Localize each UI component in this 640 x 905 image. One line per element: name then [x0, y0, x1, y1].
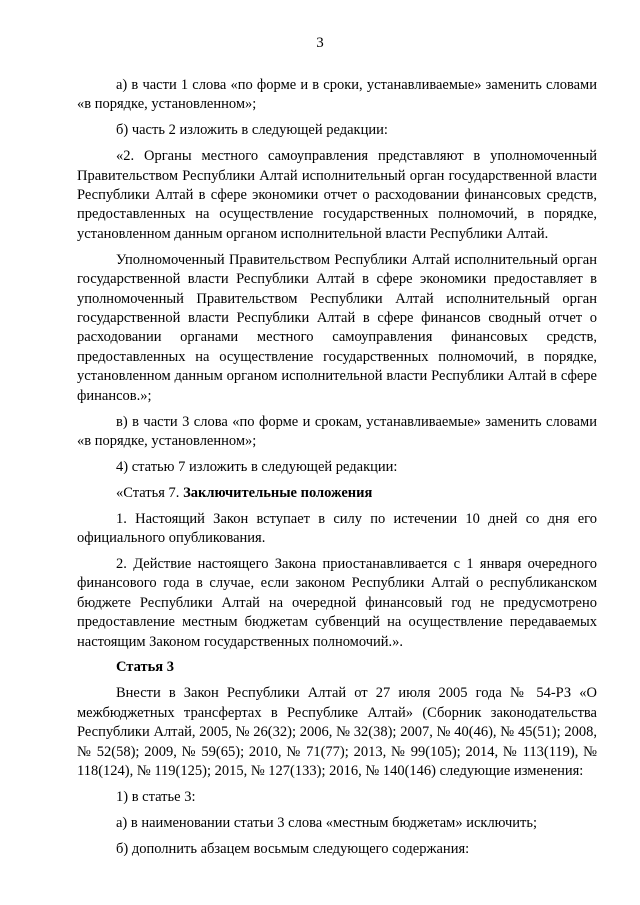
paragraph-article-7-part-1: 1. Настоящий Закон вступает в силу по истечении 10 дней со дня его официального опубликования. — [77, 510, 597, 547]
paragraph-amend-b: б) часть 2 изложить в следующей редакции: — [116, 122, 388, 139]
paragraph-article-3-item-a: а) в наименовании статьи 3 слова «местным бюджетам» исключить; — [116, 814, 537, 831]
article-3-title: Статья 3 — [116, 659, 174, 676]
article-7-heading: Заключительные положения — [183, 484, 373, 501]
article-7-prefix: «Статья 7. — [116, 484, 184, 501]
paragraph-article-7-intro: 4) статью 7 изложить в следующей редакции: — [116, 458, 398, 475]
paragraph-article-3-item-b: б) дополнить абзацем восьмым следующего содержания: — [116, 840, 470, 857]
paragraph-part-2: «2. Органы местного самоуправления представляют в уполномоченный Правительством Республики Алтай исполнительный орган государственной власти Республики Алтай в сфере экономики отчет о расходовании финансовых средств, предоставленных на осуществление государственных полномочий, в порядке, установленном данным органом исполнительной власти Республики Алтай. — [77, 148, 597, 242]
paragraph-article-7-title — [77, 484, 597, 503]
paragraph-amend-a: а) в части 1 слова «по форме и в сроки, устанавливаемые» заменить словами «в порядке, установленном»; — [77, 77, 597, 113]
paragraph-authorized-body: Уполномоченный Правительством Республики Алтай исполнительный орган государственной власти Республики Алтай в сфере экономики предоставляет в уполномоченный Правительством Республики Алтай исполнительный орган государственной власти Республики Алтай в сфере финансов сводный отчет о расходовании органами местного самоуправления финансовых средств, предоставленных на осуществление государственных полномочий, в порядке, установленном данным органом исполнительной власти Республики Алтай в сфере финансов.»; — [77, 251, 597, 404]
document-body — [77, 76, 597, 866]
paragraph-amend-c: в) в части 3 слова «по форме и срокам, устанавливаемые» заменить словами «в порядке, установленном»; — [77, 413, 597, 449]
paragraph-article-7-part-2: 2. Действие настоящего Закона приостанавливается с 1 января очередного финансового года в случае, если законом Республики Алтай о республиканском бюджете Республики Алтай на очередной финансовый год не предусмотрено предоставление местным бюджетам субвенций на осуществление передаваемых настоящим Законом государственных полномочий.». — [77, 555, 597, 650]
paragraph-article-3-item-1: 1) в статье 3: — [116, 788, 196, 805]
paragraph-article-3-body: Внести в Закон Республики Алтай от 27 июля 2005 года № 54-РЗ «О межбюджетных трансфертах в Республике Алтай» (Сборник законодательства Республики Алтай, 2005, № 26(32); 2006, № 32(38); 2007, № 40(46), № 45(51); 2008, № 52(58); 2009, № 59(65); 2010, № 71(77); 2013, № 99(105); 2014, № 113(119), № 118(124), № 119(125); 2015, № 127(133); 2016, № 140(146) следующие изменения: — [77, 685, 597, 779]
page-number: 3 — [316, 35, 324, 51]
